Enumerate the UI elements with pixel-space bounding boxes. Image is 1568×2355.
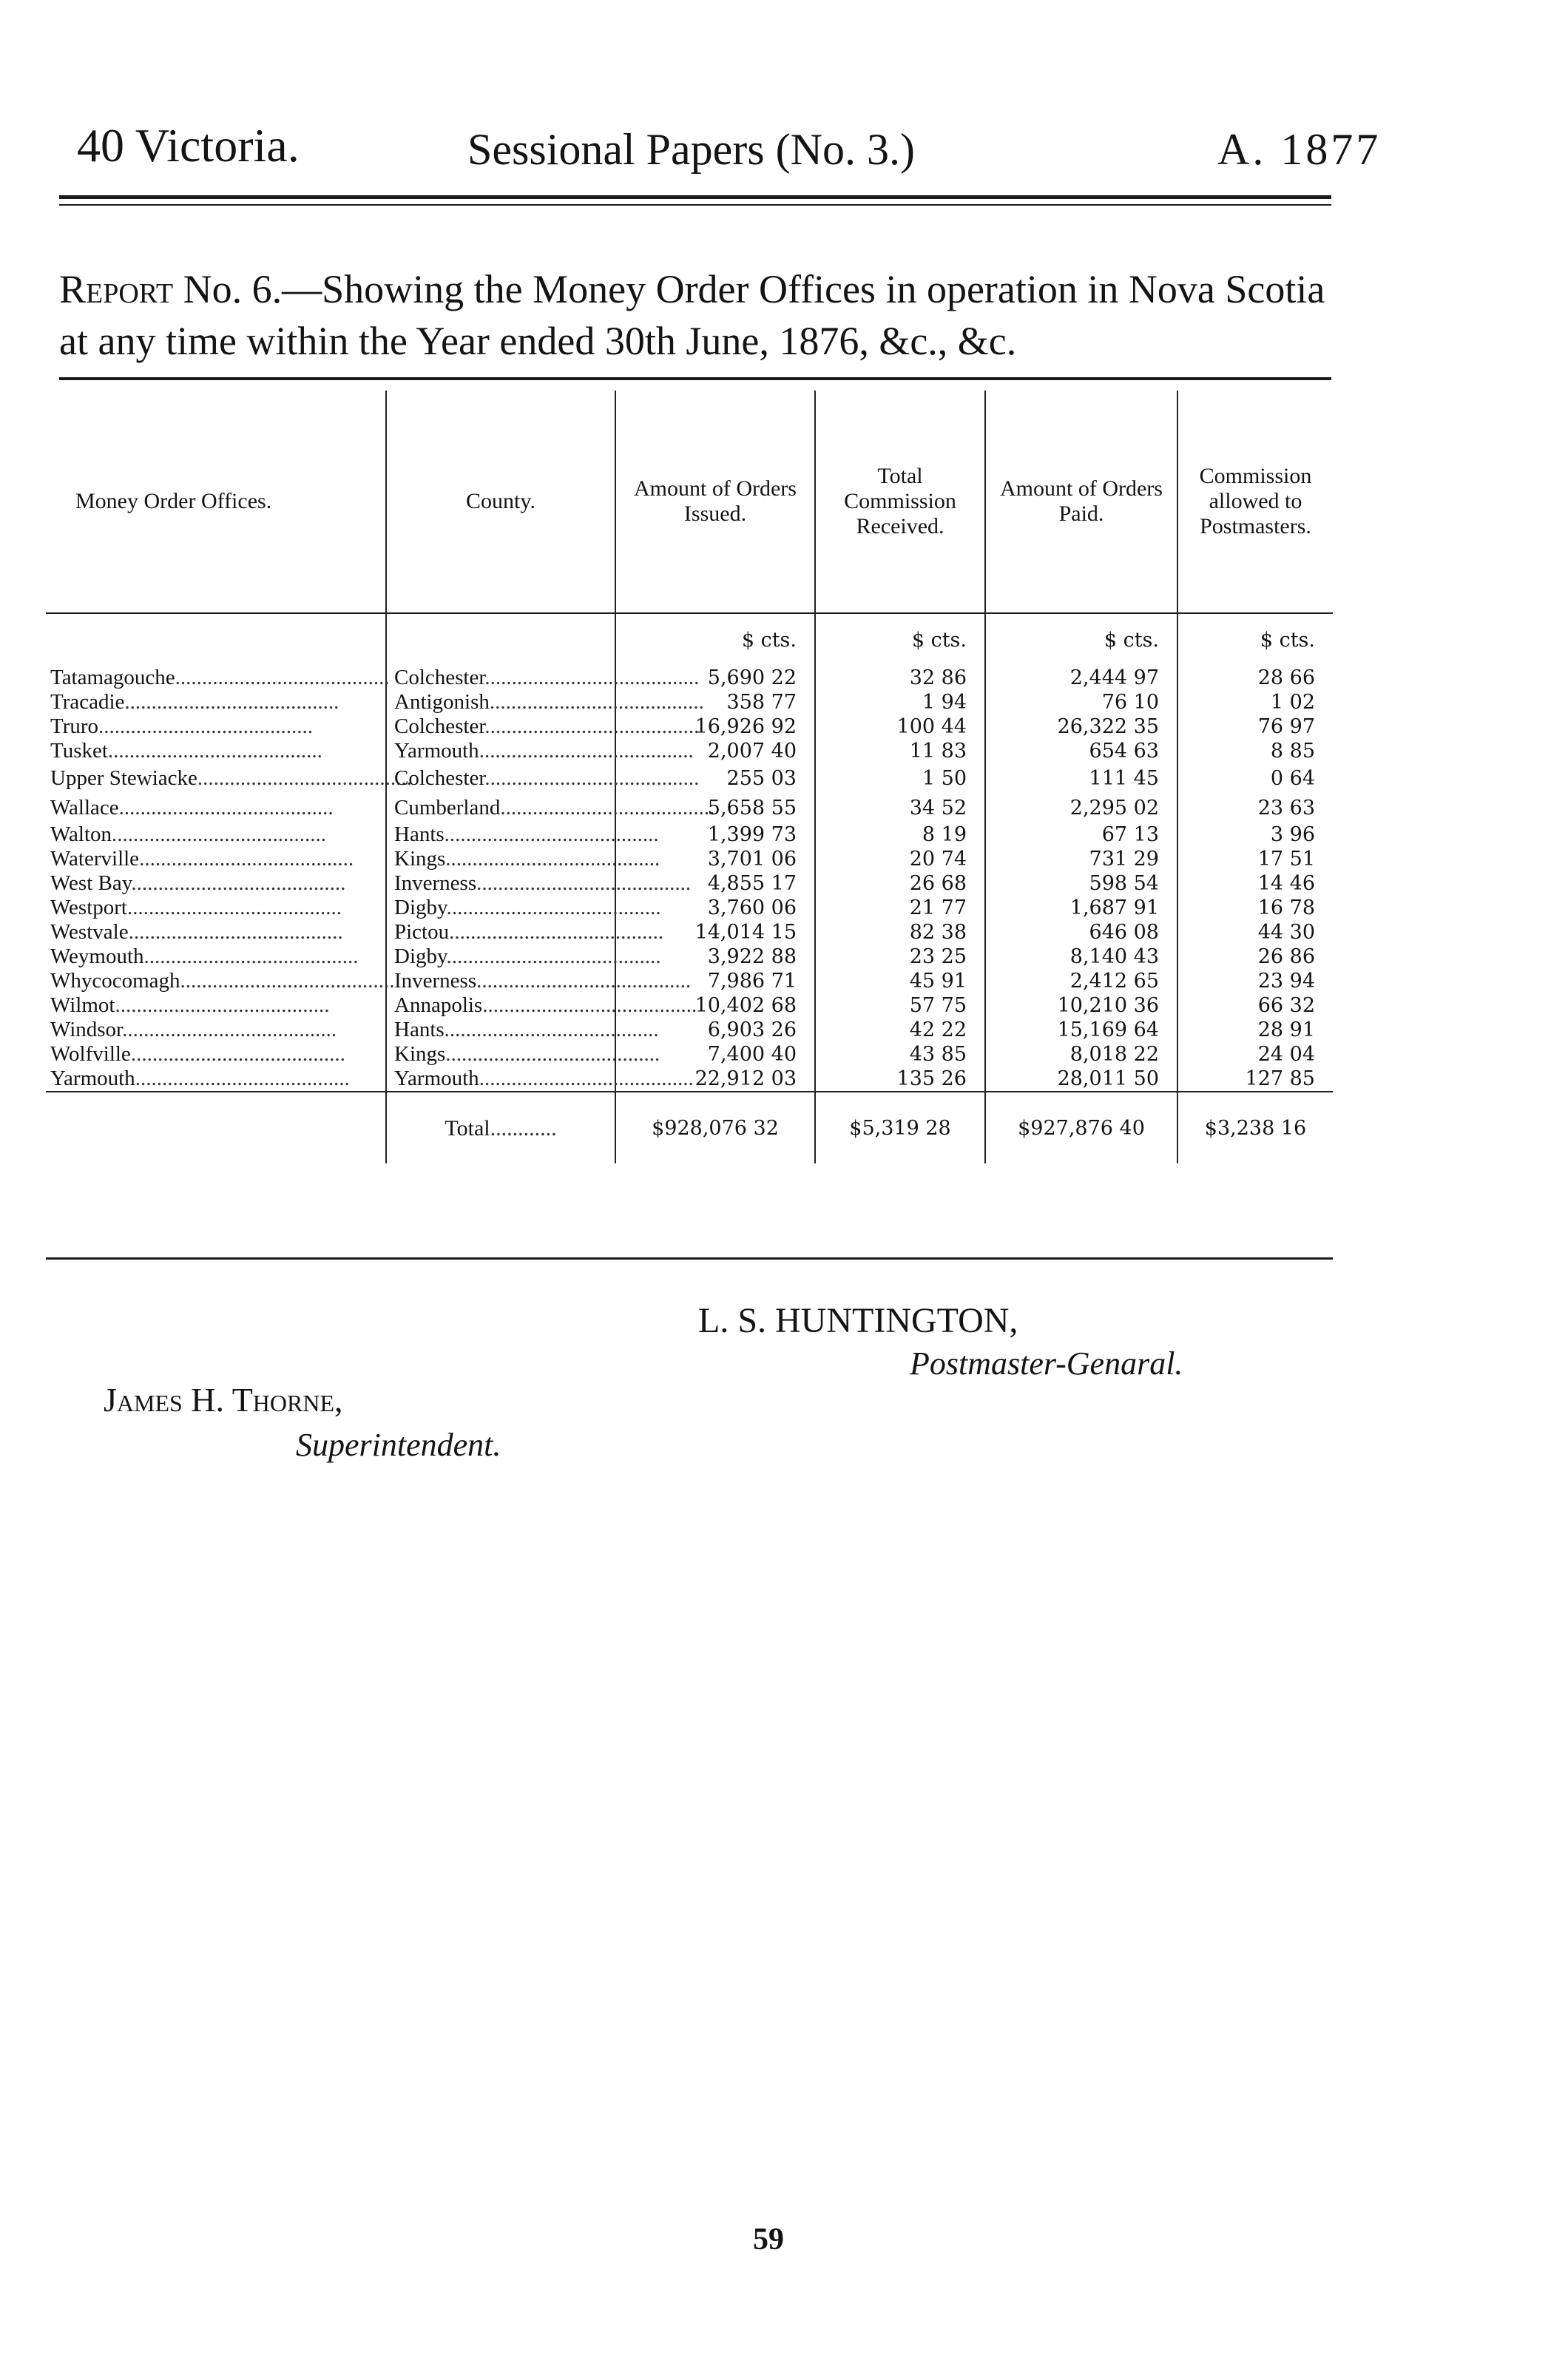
paid-cell: 2,412 65 — [985, 969, 1177, 993]
issued-cell: 255 03 — [615, 763, 815, 793]
table-row — [46, 1067, 1333, 1092]
office-cell-text: Tusket — [50, 739, 108, 763]
county-cell-text: Pictou — [394, 920, 450, 944]
table-row — [46, 1042, 1333, 1067]
county-cell: Inverness........................................ — [386, 871, 615, 896]
paid-cell: 111 45 — [985, 763, 1177, 793]
paid-cell: 1,687 91 — [985, 896, 1177, 920]
county-cell: Cumberland........................................ — [386, 793, 615, 822]
total-allowed: $3,238 16 — [1177, 1092, 1333, 1163]
office-cell-text: Wolfville — [50, 1042, 131, 1066]
commission-cell: 100 44 — [815, 714, 985, 739]
office-cell-text: Westvale — [50, 920, 129, 944]
office-cell: Weymouth........................................ — [50, 945, 359, 968]
county-cell: Colchester........................................ — [386, 763, 615, 793]
table-row — [46, 871, 1333, 896]
commission-cell: 26 68 — [815, 871, 985, 896]
issued-cell: 14,014 15 — [615, 920, 815, 945]
office-cell: West Bay........................................ — [50, 871, 346, 895]
commission-cell: 45 91 — [815, 969, 985, 993]
office-cell-text: Weymouth — [50, 945, 144, 968]
paid-cell: 26,322 35 — [985, 714, 1177, 739]
county-cell: Kings........................................ — [386, 1042, 615, 1067]
paid-cell: 731 29 — [985, 847, 1177, 871]
table-row — [46, 993, 1333, 1018]
paid-cell: 2,295 02 — [985, 793, 1177, 822]
table-bottom-rule — [46, 1257, 1333, 1260]
col-header-commission: Total Commission Received. — [815, 391, 985, 613]
office-cell-text: Truro — [50, 714, 99, 738]
county-cell: Hants........................................ — [386, 1018, 615, 1042]
issued-cell: 5,690 22 — [615, 666, 815, 690]
col-header-paid: Amount of Orders Paid. — [985, 391, 1177, 613]
office-cell: Upper Stewiacke........................................ — [50, 766, 412, 790]
county-cell-text: Inverness — [394, 969, 477, 993]
county-cell-text: Annapolis — [394, 993, 483, 1017]
paid-cell: 28,011 50 — [985, 1067, 1177, 1092]
allowed-cell: 76 97 — [1177, 714, 1333, 739]
commission-cell: 43 85 — [815, 1042, 985, 1067]
total-label: Total............ — [386, 1092, 615, 1163]
issued-cell: 5,658 55 — [615, 793, 815, 822]
table-row — [46, 739, 1333, 763]
unit-issued: $ cts. — [615, 613, 815, 666]
county-cell: Colchester........................................ — [386, 666, 615, 690]
office-cell: Windsor........................................ — [50, 1018, 337, 1041]
issued-cell: 3,922 88 — [615, 945, 815, 969]
total-row — [46, 1092, 1333, 1163]
office-cell-text: West Bay — [50, 871, 132, 895]
allowed-cell: 127 85 — [1177, 1067, 1333, 1092]
commission-cell: 34 52 — [815, 793, 985, 822]
total-commission: $5,319 28 — [815, 1092, 985, 1163]
unit-county — [386, 613, 615, 666]
allowed-cell: 16 78 — [1177, 896, 1333, 920]
issued-cell: 1,399 73 — [615, 822, 815, 847]
county-cell: Annapolis........................................ — [386, 993, 615, 1018]
col-header-issued: Amount of Orders Issued. — [615, 391, 815, 613]
county-cell-text: Yarmouth — [394, 739, 479, 763]
commission-cell: 20 74 — [815, 847, 985, 871]
signature-superintendent-name: James H. Thorne, — [104, 1381, 343, 1419]
table-row — [46, 1018, 1333, 1042]
office-cell-text: Windsor — [50, 1018, 123, 1041]
paid-cell: 67 13 — [985, 822, 1177, 847]
report-title-lead: Report — [59, 267, 174, 311]
county-cell-text: Hants — [394, 1018, 445, 1041]
issued-cell: 4,855 17 — [615, 871, 815, 896]
office-cell-text: Wilmot — [50, 993, 115, 1017]
county-cell-text: Digby — [394, 896, 447, 919]
paid-cell: 15,169 64 — [985, 1018, 1177, 1042]
header-papers: Sessional Papers (No. 3.) — [467, 125, 915, 174]
office-cell-text: Tatamagouche — [50, 666, 175, 689]
office-cell: Tracadie........................................ — [50, 690, 339, 714]
table-row — [46, 969, 1333, 993]
commission-cell: 135 26 — [815, 1067, 985, 1092]
office-cell-text: Wallace — [50, 795, 119, 820]
county-cell-text: Digby — [394, 945, 447, 968]
paid-cell: 598 54 — [985, 871, 1177, 896]
paid-cell: 8,140 43 — [985, 945, 1177, 969]
office-cell-text: Upper Stewiacke — [50, 766, 197, 790]
col-header-county: County. — [386, 391, 615, 613]
header-rule-thick — [59, 195, 1331, 199]
office-cell-text: Yarmouth — [50, 1067, 135, 1090]
county-cell: Yarmouth........................................ — [386, 739, 615, 763]
office-cell: Wallace........................................ — [50, 795, 334, 820]
unit-allowed: $ cts. — [1177, 613, 1333, 666]
paid-cell: 654 63 — [985, 739, 1177, 763]
page-number: 59 — [753, 2223, 784, 2257]
county-cell-text: Colchester — [394, 666, 485, 689]
allowed-cell: 8 85 — [1177, 739, 1333, 763]
commission-cell: 1 94 — [815, 690, 985, 714]
commission-cell: 11 83 — [815, 739, 985, 763]
allowed-cell: 28 66 — [1177, 666, 1333, 690]
office-cell: Waterville........................................ — [50, 847, 354, 871]
office-cell: Wolfville........................................ — [50, 1042, 345, 1066]
col-header-office: Money Order Offices. — [75, 489, 272, 513]
allowed-cell: 28 91 — [1177, 1018, 1333, 1042]
county-cell: Digby........................................ — [386, 945, 615, 969]
allowed-cell: 14 46 — [1177, 871, 1333, 896]
allowed-cell: 17 51 — [1177, 847, 1333, 871]
allowed-cell: 23 94 — [1177, 969, 1333, 993]
county-cell: Pictou........................................ — [386, 920, 615, 945]
total-issued: $928,076 32 — [615, 1092, 815, 1163]
county-cell-text: Inverness — [394, 871, 477, 895]
units-row — [46, 613, 1333, 666]
county-cell: Kings........................................ — [386, 847, 615, 871]
header-session: 40 Victoria. — [77, 119, 300, 172]
commission-cell: 82 38 — [815, 920, 985, 945]
issued-cell: 2,007 40 — [615, 739, 815, 763]
commission-cell: 1 50 — [815, 763, 985, 793]
office-cell: Westport........................................ — [50, 896, 342, 919]
commission-cell: 42 22 — [815, 1018, 985, 1042]
title-rule — [59, 377, 1331, 380]
allowed-cell: 44 30 — [1177, 920, 1333, 945]
county-cell-text: Yarmouth — [394, 1067, 479, 1090]
unit-office — [46, 613, 386, 666]
county-cell-text: Antigonish — [394, 690, 490, 714]
county-cell: Yarmouth........................................ — [386, 1067, 615, 1092]
office-cell: Tusket........................................ — [50, 739, 322, 763]
issued-cell: 3,701 06 — [615, 847, 815, 871]
county-cell: Colchester........................................ — [386, 714, 615, 739]
office-cell-text: Walton — [50, 822, 112, 846]
allowed-cell: 1 02 — [1177, 690, 1333, 714]
county-cell-text: Kings — [394, 847, 446, 871]
county-cell: Hants........................................ — [386, 822, 615, 847]
office-cell: Yarmouth........................................ — [50, 1067, 350, 1090]
report-title-text: No. 6.—Showing the Money Order Offices in operation in Nova Scotia at any time within the Year ended 30th June, 1876, &c., &c. — [59, 267, 1325, 363]
signature-postmaster-name: L. S. HUNTINGTON, — [698, 1301, 1018, 1340]
office-cell-text: Waterville — [50, 847, 140, 871]
county-cell-text: Kings — [394, 1042, 446, 1066]
paid-cell: 10,210 36 — [985, 993, 1177, 1018]
table-row — [46, 896, 1333, 920]
table-header-row — [46, 391, 1333, 613]
total-label-text: Total — [445, 1115, 490, 1141]
paid-cell: 646 08 — [985, 920, 1177, 945]
table-row — [46, 793, 1333, 822]
issued-cell: 16,926 92 — [615, 714, 815, 739]
issued-cell: 7,400 40 — [615, 1042, 815, 1067]
issued-cell: 22,912 03 — [615, 1067, 815, 1092]
table-row — [46, 763, 1333, 793]
county-cell: Digby........................................ — [386, 896, 615, 920]
header-year: A. 1877 — [1217, 125, 1382, 174]
allowed-cell: 26 86 — [1177, 945, 1333, 969]
county-cell-text: Hants — [394, 822, 445, 846]
commission-cell: 8 19 — [815, 822, 985, 847]
table-row — [46, 822, 1333, 847]
table-row — [46, 666, 1333, 690]
commission-cell: 23 25 — [815, 945, 985, 969]
header-rule-thin — [59, 204, 1331, 206]
paid-cell: 76 10 — [985, 690, 1177, 714]
col-header-allowed: Commission allowed to Postmasters. — [1177, 391, 1333, 613]
office-cell-text: Whycocomagh — [50, 969, 180, 993]
table-row — [46, 945, 1333, 969]
office-cell: Westvale........................................ — [50, 920, 343, 944]
office-cell: Whycocomagh........................................ — [50, 969, 395, 993]
issued-cell: 6,903 26 — [615, 1018, 815, 1042]
report-title — [59, 263, 1331, 367]
county-cell-text: Colchester — [394, 766, 485, 790]
county-cell: Inverness........................................ — [386, 969, 615, 993]
county-cell: Antigonish........................................ — [386, 690, 615, 714]
table-row — [46, 920, 1333, 945]
table-row — [46, 847, 1333, 871]
commission-cell: 21 77 — [815, 896, 985, 920]
allowed-cell: 3 96 — [1177, 822, 1333, 847]
signature-postmaster-title: Postmaster-Genaral. — [910, 1345, 1183, 1382]
total-blank — [46, 1092, 386, 1163]
signature-superintendent-title: Superintendent. — [296, 1427, 501, 1463]
money-order-table — [46, 391, 1333, 1163]
office-cell-text: Westport — [50, 896, 127, 919]
allowed-cell: 24 04 — [1177, 1042, 1333, 1067]
issued-cell: 10,402 68 — [615, 993, 815, 1018]
office-cell: Tatamagouche........................................ — [50, 666, 390, 689]
issued-cell: 358 77 — [615, 690, 815, 714]
paid-cell: 2,444 97 — [985, 666, 1177, 690]
office-cell: Walton........................................ — [50, 822, 327, 846]
county-cell-text: Colchester — [394, 714, 485, 738]
table-row — [46, 714, 1333, 739]
office-cell-text: Tracadie — [50, 690, 125, 714]
commission-cell: 32 86 — [815, 666, 985, 690]
allowed-cell: 23 63 — [1177, 793, 1333, 822]
county-cell-text: Cumberland — [394, 795, 501, 820]
issued-cell: 7,986 71 — [615, 969, 815, 993]
office-cell: Truro........................................ — [50, 714, 314, 738]
paid-cell: 8,018 22 — [985, 1042, 1177, 1067]
table-body — [46, 613, 1333, 1092]
allowed-cell: 66 32 — [1177, 993, 1333, 1018]
issued-cell: 3,760 06 — [615, 896, 815, 920]
commission-cell: 57 75 — [815, 993, 985, 1018]
unit-commission: $ cts. — [815, 613, 985, 666]
office-cell: Wilmot........................................ — [50, 993, 330, 1017]
total-paid: $927,876 40 — [985, 1092, 1177, 1163]
unit-paid: $ cts. — [985, 613, 1177, 666]
allowed-cell: 0 64 — [1177, 763, 1333, 793]
table-row — [46, 690, 1333, 714]
